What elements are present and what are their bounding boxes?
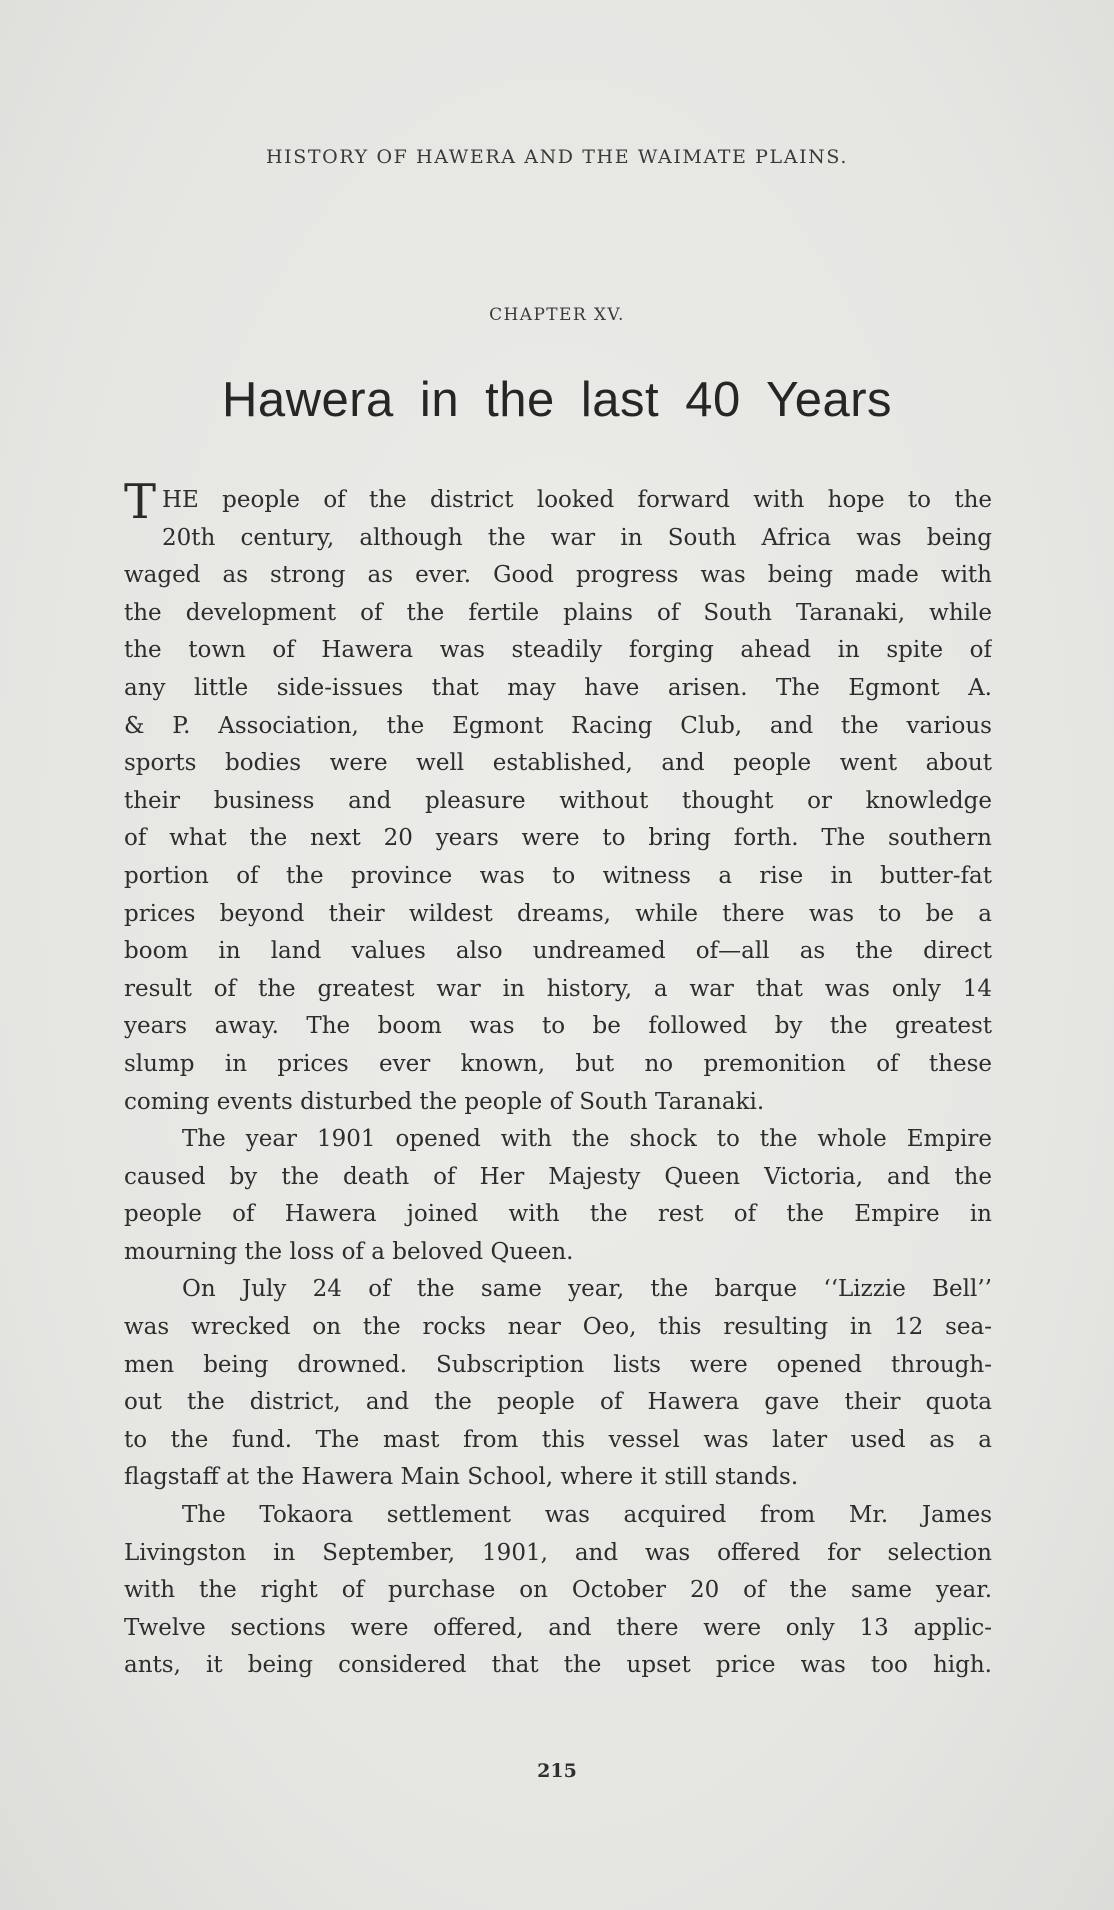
paragraph-line: their business and pleasure without thought or knowledge bbox=[124, 787, 992, 814]
paragraph-line: out the district, and the people of Hawera gave their quota bbox=[124, 1389, 992, 1416]
paragraph-line: caused by the death of Her Majesty Queen Victoria, and the bbox=[124, 1163, 992, 1190]
paragraph-line: prices beyond their wildest dreams, while there was to be a bbox=[124, 900, 992, 927]
paragraph-line: people of Hawera joined with the rest of the Empire in bbox=[124, 1201, 992, 1228]
chapter-title: Hawera in the last 40 Years bbox=[221, 373, 893, 427]
paragraph-line: any little side-issues that may have arisen. The Egmont A. bbox=[124, 674, 992, 701]
paragraph-line: On July 24 of the same year, the barque ‘‘Lizzie Bell’’ bbox=[182, 1276, 992, 1303]
paragraph-line: to the fund. The mast from this vessel was later used as a bbox=[124, 1426, 992, 1453]
paragraph-line: the town of Hawera was steadily forging ahead in spite of bbox=[124, 637, 992, 664]
paragraph-line: with the right of purchase on October 20 of the same year. bbox=[124, 1577, 992, 1604]
paragraph-line: of what the next 20 years were to bring forth. The southern bbox=[124, 825, 992, 852]
paragraph-line: & P. Association, the Egmont Racing Club, and the various bbox=[124, 712, 992, 739]
paragraph-line: waged as strong as ever. Good progress was being made with bbox=[124, 562, 992, 589]
chapter-label: CHAPTER XV. bbox=[489, 305, 625, 325]
paragraph-line: years away. The boom was to be followed by the greatest bbox=[124, 1013, 992, 1040]
page-number: 215 bbox=[537, 1760, 577, 1782]
paragraph-line: boom in land values also undreamed of—all as the direct bbox=[124, 938, 992, 965]
paragraph-line: sports bodies were well established, and people went about bbox=[124, 750, 992, 777]
paragraph-line: result of the greatest war in history, a war that was only 14 bbox=[124, 975, 992, 1002]
paragraph-line: men being drowned. Subscription lists were opened through- bbox=[124, 1351, 992, 1378]
paragraph-line: The Tokaora settlement was acquired from Mr. James bbox=[182, 1502, 992, 1529]
paragraph-line: portion of the province was to witness a rise in butter-fat bbox=[124, 862, 992, 889]
paragraph-line: was wrecked on the rocks near Oeo, this resulting in 12 sea- bbox=[124, 1314, 992, 1341]
paragraph-line: the development of the fertile plains of South Taranaki, while bbox=[124, 599, 992, 626]
paragraph-line bbox=[124, 482, 992, 520]
body-text bbox=[124, 482, 992, 1685]
paragraph-line: The year 1901 opened with the shock to the whole Empire bbox=[182, 1126, 992, 1153]
paragraph-line: Livingston in September, 1901, and was offered for selection bbox=[124, 1539, 992, 1566]
paragraph-line: ants, it being considered that the upset price was too high. bbox=[124, 1652, 992, 1679]
running-head: HISTORY OF HAWERA AND THE WAIMATE PLAINS. bbox=[266, 146, 848, 168]
paragraph-line: mourning the loss of a beloved Queen. bbox=[124, 1238, 574, 1265]
line-text: HE people of the district looked forward with hope to the bbox=[162, 487, 992, 513]
paragraph-line: slump in prices ever known, but no premonition of these bbox=[124, 1050, 992, 1077]
drop-cap: T bbox=[124, 482, 157, 520]
paragraph-line: flagstaff at the Hawera Main School, where it still stands. bbox=[124, 1464, 799, 1491]
paragraph-line: Twelve sections were offered, and there were only 13 applic- bbox=[124, 1614, 992, 1641]
paragraph-line: coming events disturbed the people of South Taranaki. bbox=[124, 1088, 765, 1115]
paragraph-line: 20th century, although the war in South Africa was being bbox=[162, 524, 992, 551]
